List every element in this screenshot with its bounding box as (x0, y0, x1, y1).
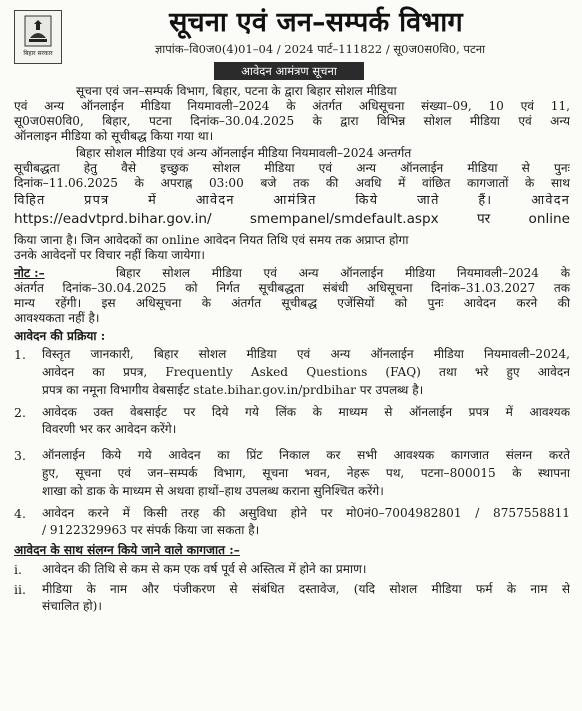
para2-line: दिनांक–11.06.2025 के अपराह्न 03:00 बजे तक की अवधि में वांछित कागजातों के साथ (14, 176, 570, 190)
notice-banner: आवेदन आमंत्रण सूचना (214, 62, 364, 80)
document-item-number: ii. (14, 582, 26, 597)
process-item-number: 4. (14, 506, 26, 521)
para1-line: एवं अन्य ऑनलाईन मीडिया नियमावली–2024 के अंतर्गत अधिसूचना संख्या–09, 10 एवं 11, (14, 99, 570, 113)
para2-line: विहित प्रपत्र में आवेदन आमंत्रित किये जाते हैं। आवेदन (14, 193, 570, 208)
document-item-line: मीडिया के नाम और पंजीकरण से संबंधित दस्तावेज, (यदि सोशल मीडिया फर्म के नाम से (42, 582, 570, 596)
documents-heading: आवेदन के साथ संलग्न किये जाने वाले कागजात :– (14, 543, 240, 557)
para2-line: बिहार सोशल मीडिया एवं अन्य ऑनलाईन मीडिया नियमावली–2024 अन्तर्गत (76, 146, 412, 160)
note-line: मान्य रहेंगी। इस अधिसूचना के अंतर्गत सूचीबद्ध एजेंसियों को पुनः आवेदन करने की (14, 296, 570, 310)
process-item-number: 1. (14, 347, 26, 362)
process-item-line: विवरणी भर कर आवेदन करेंगे। (42, 422, 177, 436)
process-item-line: / 9122329963 पर संपर्क किया जा सकता है। (42, 523, 260, 537)
emblem-icon (23, 14, 53, 48)
reference-number: ज्ञापांक–वि0ज0(4)01–04 / 2024 पार्ट–111822 / सू0ज0स0वि0, पटना (154, 42, 486, 56)
para2-line: उनके आवेदनों पर विचार नहीं किया जायेगा। (14, 248, 205, 262)
para1-line: सूचना एवं जन–सम्पर्क विभाग, बिहार, पटना के द्वारा बिहार सोशल मीडिया (76, 84, 397, 98)
process-heading: आवेदन की प्रक्रिया : (14, 329, 106, 343)
para2-line: सूचीबद्धता हेतु वैसे इच्छुक सोशल मीडिया एवं अन्य ऑनलाईन मीडिया से पुनः (14, 161, 570, 175)
process-item-line: विस्तृत जानकारी, बिहार सोशल मीडिया एवं अन्य ऑनलाईन मीडिया नियमावली–2024, (42, 347, 570, 361)
process-item-line: आवेदन का प्रपत्र, Frequently Asked Questions (FAQ) तथा भरे हुए आवेदन (42, 365, 570, 379)
para2-line: किया जाना है। जिन आवेदकों का online आवेदन नियत तिथि एवं समय तक अप्राप्त होगा (14, 233, 409, 247)
document-item-number: i. (14, 562, 22, 577)
process-item-line: आवेदक उक्त वेबसाईट पर दिये गये लिंक के माध्यम से ऑनलाईन प्रपत्र में आवश्यक (42, 405, 570, 419)
process-item-line: ऑनलाईन किये गये आवेदन का प्रिंट निकाल कर सभी आवश्यक कागजात संलग्न करते (42, 448, 570, 462)
process-item-line: शाखा को डाक के माध्यम से अथवा हाथों–हाथ उपलब्ध कराना सुनिश्चित करेंगे। (42, 484, 384, 498)
note-line: बिहार सोशल मीडिया एवं अन्य ऑनलाईन मीडिया नियमावली–2024 के (116, 266, 570, 280)
note-line: अंतर्गत दिनांक–30.04.2025 को निर्गत सूचीबद्धता संबंधी अधिसूचना दिनांक–31.03.2027 तक (14, 281, 570, 295)
department-title: सूचना एवं जन–सम्पर्क विभाग (169, 7, 463, 38)
bihar-emblem-logo (14, 10, 62, 64)
process-item-number: 3. (14, 448, 26, 463)
process-item-line: हुए, सूचना एवं जन–सम्पर्क विभाग, सूचना भवन, नेहरू पथ, पटना–800015 के स्थापना (42, 466, 570, 480)
para1-line: ऑनलाइन मीडिया को सूचीबद्ध किया गया था। (14, 129, 214, 143)
note-line: आवश्यकता नहीं है। (14, 311, 100, 325)
document-item-line: संचालित हो)। (42, 599, 102, 613)
application-url: https://eadvtprd.bihar.gov.in/ smempanel/smdefault.aspx पर online (14, 212, 570, 227)
para1-line: सू0ज0स0वि0, बिहार, पटना दिनांक–30.04.2025 के द्वारा विभिन्न सोशल मीडिया एवं अन्य (14, 114, 570, 128)
process-item-line: आवेदन करने में किसी तरह की असुविधा होने पर मो0नं0–7004982801 / 8757558811 (42, 506, 570, 520)
document-item-line: आवेदन की तिथि से कम से कम एक वर्ष पूर्व से अस्तित्व में होने का प्रमाण। (42, 562, 367, 576)
emblem-caption: बिहार सरकार (23, 50, 53, 57)
process-item-number: 2. (14, 405, 26, 420)
note-label: नोट :– (14, 266, 45, 280)
process-item-line: प्रपत्र का नमूना विभागीय वेबसाईट state.bihar.gov.in/prdbihar पर उपलब्ध है। (42, 383, 424, 397)
